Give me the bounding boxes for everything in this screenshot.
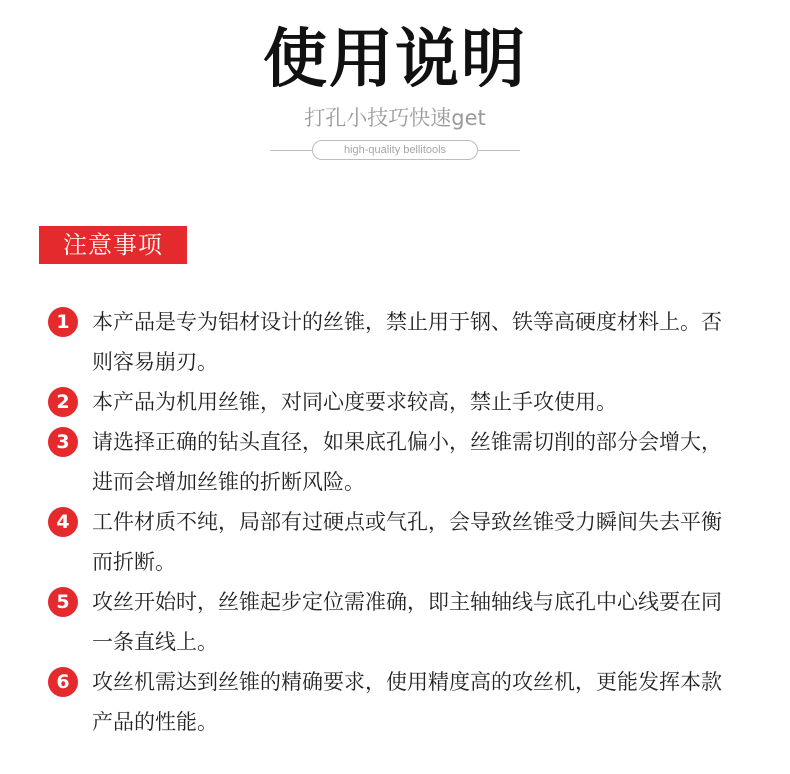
notes-list: [48, 302, 748, 742]
page-title: 使用说明: [263, 23, 527, 97]
list-item: [48, 422, 748, 502]
tagline: [270, 140, 520, 162]
number-badge: 4: [48, 507, 78, 537]
note-text: 攻丝开始时，丝锥起步定位需准确，即主轴轴线与底孔中心线要在同一条直线上。: [92, 590, 722, 654]
tagline-divider-right: [478, 150, 520, 151]
number-badge: 3: [48, 427, 78, 457]
list-item: [48, 662, 748, 742]
note-text: 工件材质不纯，局部有过硬点或气孔，会导致丝锥受力瞬间失去平衡而折断。: [92, 510, 722, 574]
number-badge: 2: [48, 387, 78, 417]
page-subtitle: 打孔小技巧快速get: [304, 106, 486, 130]
number-badge: 6: [48, 667, 78, 697]
list-item: [48, 582, 748, 662]
tagline-divider-left: [270, 150, 312, 151]
tagline-pill: high-quality bellitools: [312, 140, 478, 160]
section-heading: 注意事项: [39, 226, 187, 264]
number-badge: 5: [48, 587, 78, 617]
list-item: [48, 382, 748, 422]
list-item: [48, 302, 748, 382]
list-item: [48, 502, 748, 582]
note-text: 攻丝机需达到丝锥的精确要求，使用精度高的攻丝机，更能发挥本款产品的性能。: [92, 670, 722, 734]
note-text: 请选择正确的钻头直径，如果底孔偏小，丝锥需切削的部分会增大，进而会增加丝锥的折断风险。: [92, 430, 722, 494]
note-text: 本产品为机用丝锥，对同心度要求较高，禁止手攻使用。: [92, 390, 617, 414]
number-badge: 1: [48, 307, 78, 337]
note-text: 本产品是专为铝材设计的丝锥，禁止用于钢、铁等高硬度材料上。否则容易崩刃。: [92, 310, 722, 374]
